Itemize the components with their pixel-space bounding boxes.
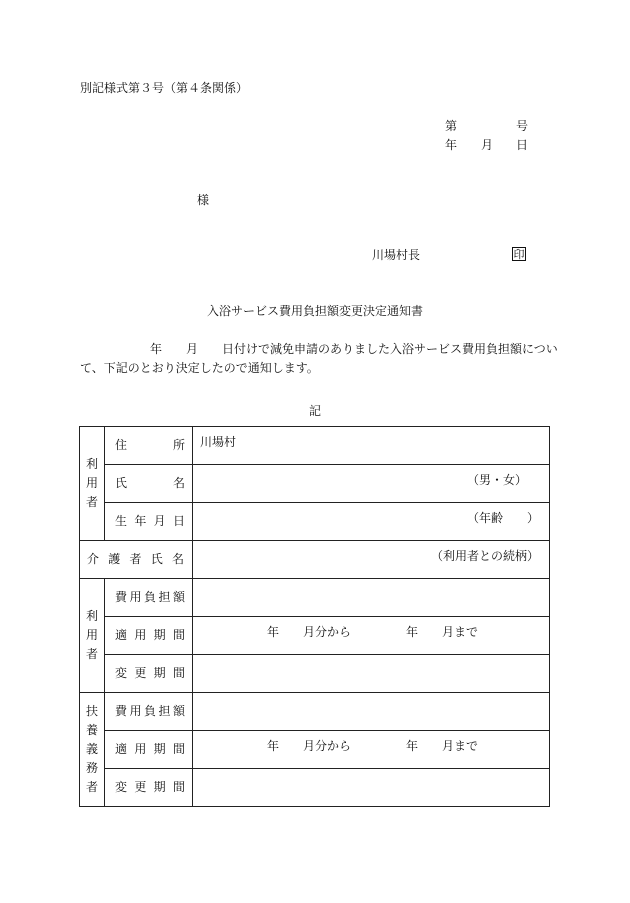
- user-period-label: 適 用 期 間: [115, 628, 185, 642]
- document-number-prefix: 第: [445, 119, 458, 133]
- address-label-cell: [105, 427, 193, 465]
- user-burden-label: 費 用 負 担 額: [115, 590, 185, 604]
- user-group-cell: [80, 427, 105, 541]
- birthdate-label-cell: [105, 503, 193, 541]
- table-row: [80, 655, 550, 693]
- notification-form-table: [79, 426, 550, 807]
- body-text-line-2: て、下記のとおり決定したので通知します。: [80, 361, 319, 375]
- table-row: [80, 617, 550, 655]
- name-value-cell: [193, 465, 550, 503]
- table-row: [80, 731, 550, 769]
- table-row: [80, 579, 550, 617]
- name-label: 氏 名: [115, 476, 185, 490]
- age-note: （年齢 ）: [466, 511, 539, 525]
- birthdate-label: 生 年 月 日: [115, 514, 185, 528]
- caregiver-label: 介 護 者 氏 名: [87, 552, 184, 566]
- address-value-cell: [193, 427, 550, 465]
- user-change-label-cell: [105, 655, 193, 693]
- table-row: [80, 541, 550, 579]
- table-row: [80, 465, 550, 503]
- table-row: [80, 769, 550, 807]
- date-month: 月: [481, 138, 494, 152]
- supporter-period-label: 適 用 期 間: [115, 742, 185, 756]
- user-burden-group-cell: [80, 579, 105, 693]
- supporter-period-to: 年 月まで: [406, 739, 479, 753]
- issuer-name: 川場村長: [372, 248, 421, 262]
- address-value: 川場村: [200, 435, 237, 449]
- supporter-burden-value-cell: [193, 693, 550, 731]
- address-label: 住 所: [115, 438, 185, 452]
- date-year: 年: [445, 138, 458, 152]
- user-burden-group-label: 利用者: [86, 609, 99, 661]
- caregiver-label-cell: [80, 541, 193, 579]
- supporter-period-from: 年 月分から: [267, 739, 352, 753]
- addressee-honorific: 様: [197, 193, 210, 207]
- user-period-label-cell: [105, 617, 193, 655]
- user-burden-label-cell: [105, 579, 193, 617]
- supporter-change-label: 変 更 期 間: [115, 780, 185, 794]
- user-period-from: 年 月分から: [267, 625, 352, 639]
- relationship-note: （利用者との続柄）: [430, 549, 539, 563]
- supporter-burden-label: 費 用 負 担 額: [115, 704, 185, 718]
- user-change-value-cell: [193, 655, 550, 693]
- user-group-label: 利用者: [86, 457, 99, 509]
- supporter-change-label-cell: [105, 769, 193, 807]
- date-day: 日: [516, 138, 529, 152]
- seal-mark: 印: [513, 247, 525, 261]
- caregiver-value-cell: [193, 541, 550, 579]
- ki-heading: 記: [308, 404, 321, 418]
- table-row: [80, 693, 550, 731]
- supporter-period-label-cell: [105, 731, 193, 769]
- user-burden-value-cell: [193, 579, 550, 617]
- supporter-change-value-cell: [193, 769, 550, 807]
- supporter-group-label: 扶養義務者: [86, 704, 99, 794]
- form-identifier: 別記様式第３号（第４条関係）: [80, 81, 249, 95]
- supporter-group-cell: [80, 693, 105, 807]
- name-label-cell: [105, 465, 193, 503]
- user-change-label: 変 更 期 間: [115, 666, 185, 680]
- supporter-period-value-cell: [193, 731, 550, 769]
- table-row: [80, 427, 550, 465]
- user-period-to: 年 月まで: [406, 625, 479, 639]
- document-number-suffix: 号: [516, 119, 529, 133]
- gender-note: （男・女）: [466, 473, 527, 487]
- document-title: 入浴サービス費用負担額変更決定通知書: [206, 304, 423, 318]
- table-row: [80, 503, 550, 541]
- body-text-line-1: 年 月 日付けで減免申請のありました入浴サービス費用負担額につい: [150, 342, 558, 356]
- user-period-value-cell: [193, 617, 550, 655]
- birthdate-value-cell: [193, 503, 550, 541]
- supporter-burden-label-cell: [105, 693, 193, 731]
